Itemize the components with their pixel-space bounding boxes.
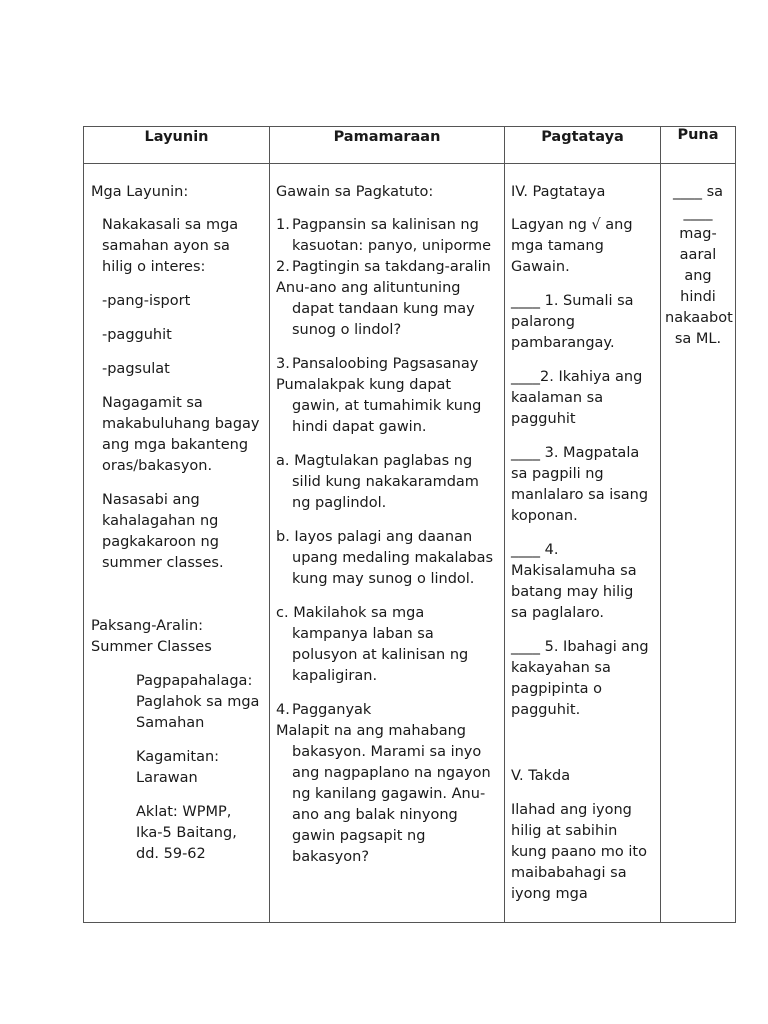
step-4-text: Pagganyak [292,702,372,718]
step-2-number: 2. [276,259,290,275]
step-1-text: Pagpansin sa kalinisan ng kasuotan: panyo, uniporme [292,217,492,254]
step-3-text: Pansaloobing Pagsasanay [292,356,479,372]
layunin-item-pagsulat: -pagsulat [102,361,170,377]
assessment-item-2: ____2. Ikahiya ang kaalaman sa pagguhit [511,369,643,427]
step-4-motivation: Malapit na ang mahabang bakasyon. Marami sa inyo ang nagpaplano na ngayon ng kanilang gagawin. Anu-ano ang balak ninyong gawin pagsapit ng bakasyon? [276,723,491,865]
pamamaraan-cell [270,164,505,923]
header-pagtataya: Pagtataya [505,127,661,164]
step-2-question: Anu-ano ang alituntuning dapat tandaan kung may sunog o lindol? [276,280,475,338]
layunin-objective-2: Nagagamit sa makabuluhang bagay ang mga bakanteng oras/bakasyon. [102,395,260,474]
step-1 [276,215,497,257]
layunin-item-pagguhit: -pagguhit [102,327,172,343]
step-3 [276,354,497,375]
header-layunin: Layunin [84,127,270,164]
header-pamamaraan: Pamamaraan [270,127,505,164]
layunin-cell [84,164,270,923]
statement-a: a. Magtulakan paglabas ng silid kung nakakaramdam ng paglindol. [276,453,479,511]
step-3-number: 3. [276,356,290,372]
step-2 [276,257,497,278]
step-2-text: Pagtingin sa takdang-aralin [292,259,491,275]
content-row [84,164,736,923]
assessment-item-4: ____ 4. Makisalamuha sa batang may hilig sa paglalaro. [511,542,637,621]
statement-b: b. Iayos palagi ang daanan upang medaling makalabas kung may sunog o lindol. [276,529,494,587]
assessment-item-1: ____ 1. Sumali sa palarong pambarangay. [511,293,634,351]
layunin-objective-3: Nasasabi ang kahalagahan ng pagkakaroon ng summer classes. [102,492,224,571]
step-3-instruction: Pumalakpak kung dapat gawin, at tumahimik kung hindi dapat gawin. [276,377,482,435]
pamamaraan-title: Gawain sa Pagkatuto: [276,184,434,200]
header-puna: Puna [661,127,736,164]
header-row [84,127,736,164]
step-4-number: 4. [276,702,290,718]
layunin-item-isport: -pang-isport [102,293,191,309]
pagtataya-title: IV. Pagtataya [511,184,606,200]
step-4 [276,700,497,721]
pagtataya-instruction: Lagyan ng √ ang mga tamang Gawain. [511,217,633,275]
assessment-item-3: ____ 3. Magpatala sa pagpili ng manlalaro sa isang koponan. [511,445,649,524]
statement-c: c. Makilahok sa mga kampanya laban sa polusyon at kalinisan ng kapaligiran. [276,605,469,684]
paksang-aralin: Paksang-Aralin: Summer Classes [91,618,212,655]
puna-cell [661,164,736,923]
puna-text: ____ sa ____ mag-aaral ang hindi nakaabot sa ML. [665,184,733,347]
takda-title: V. Takda [511,768,571,784]
aklat: Aklat: WPMP, Ika-5 Baitang, dd. 59-62 [136,804,237,862]
takda-text: Ilahad ang iyong hilig at sabihin kung paano mo ito maibabahagi sa iyong mga [511,802,647,902]
layunin-title: Mga Layunin: [91,184,189,200]
lesson-plan-table [83,126,736,923]
layunin-intro: Nakakasali sa mga samahan ayon sa hilig o interes: [102,217,239,275]
pagtataya-cell [505,164,661,923]
kagamitan: Kagamitan: Larawan [136,749,220,786]
assessment-item-5: ____ 5. Ibahagi ang kakayahan sa pagpipinta o pagguhit. [511,639,649,718]
step-1-number: 1. [276,217,290,233]
pagpapahalaga: Pagpapahalaga: Paglahok sa mga Samahan [136,673,260,731]
